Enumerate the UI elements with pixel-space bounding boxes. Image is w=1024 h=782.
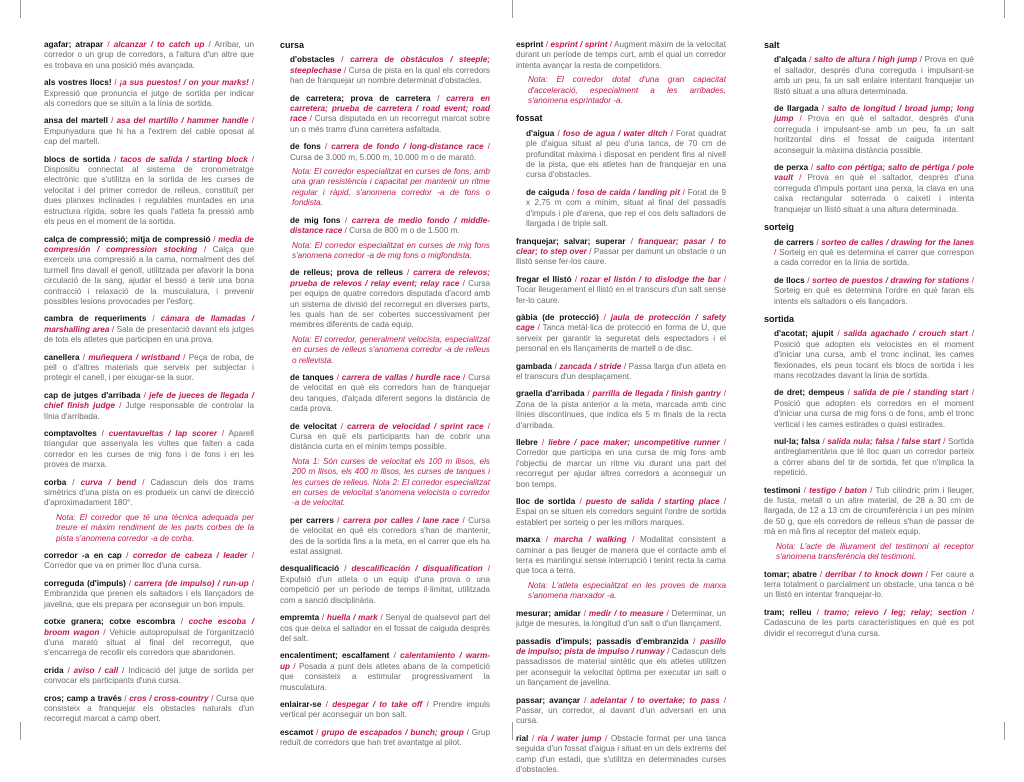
entry-term: corba [44, 477, 67, 487]
entry-term: encalentiment; escalfament [280, 651, 390, 661]
entry-term: comptavoltes [44, 429, 97, 438]
entry-definition: Arribar, un corredor o un grup de corredors, a l'altura d'un altre que es trobava en una posició més avançada. [44, 40, 255, 70]
entry-definition: Peça de roba, de pell o d'altres materials que serveix per subjectar i protegir el canell, i per eixugar-se la suor. [44, 352, 255, 383]
glossary-entry: rial / ría / water jump / Obstacle format per una tanca seguida d'un fossat d'aigua i situat en un dels extrems del camp d'un estadi, que s'utilitza en determinades curses d'obstacles. [516, 733, 727, 774]
entry-term: cros; camp a través [44, 693, 122, 703]
entry-definition: Calça que exerceix una compressió a la cama, normalment des del turmell fins davall el genoll, utilitzada per afavorir la bona circulació de la sang, ajudar el bessó a tenir una bona contracció i relaxació de la musculatura, i prevenir possibles lesions provocades per l'esforç. [44, 244, 254, 306]
entry-translation: rozar el listón / to dislodge the bar [580, 274, 721, 284]
entry-definition: Posició que adopten els velocistes en el moment d'iniciar una cursa, amb el tronc inclinat, les cames flexionades, els peus tocant els blocs de sortida i les mans recolzades davant la línia de sortida. [774, 339, 974, 381]
section-heading: sortida [764, 313, 795, 324]
entry-definition: Passar per damunt un obstacle o un llistó sense fer-los caure. [516, 246, 726, 267]
entry-definition: Determinar, un jutge de mesures, la longitud d'un salt o d'un llançament. [516, 608, 726, 629]
entry-definition: Grup reduït de corredors que han tret avantatge al pilot. [280, 727, 490, 748]
entry-definition: Corredor que va en primer lloc d'una cursa. [44, 561, 202, 571]
entry-term: cambra de requeriments [44, 314, 147, 324]
glossary-entry: gàbia (de protecció) / jaula de protección / safety cage / Tanca metàl·lica de protecció en forma de U, que serveix per garantir la seguretat dels espectadors i el personal en els llançaments de martell o de disc. [516, 312, 726, 354]
entry-definition: Cadascun dels passadissos de material sintètic que els atletes utilitzen per aconseguir la velocitat òptima per executar un salt o un llançament de javelina. [516, 646, 726, 688]
entry-note: Nota: El corredor, generalment velocista, especialitzat en curses de relleus s'anomena corredor -a de relleus o rellevista. [292, 334, 490, 365]
entry-definition: Embranzida que prenen els saltadors i els llançadors de javelina, que els prepara per aconseguir un bon impuls. [44, 589, 254, 609]
glossary-entry: graella d'arribada / parrilla de llegada / finish gantry / Zona de la pista anterior a la meta, marcada amb cinc línies discontínues, que indica els 5 m finals de la recta d'arribada. [516, 389, 726, 430]
entry-translation: carrera de fondo / long-distance race [331, 142, 484, 152]
entry-definition: Passar, un corredor, al davant d'un adversari en una cursa. [516, 705, 726, 726]
entry-note: Nota 1: Són curses de velocitat els 100 m llisos, els 200 m llisos, els 400 m llisos, les curses de tanques i les curses de relleus. Nota 2: El corredor especialitzat en curses de velocitat s'anomena velocista o corredor -a de velocitat. [292, 456, 490, 508]
glossary-entry: blocs de sortida / tacos de salida / starting block / Dispositiu connectat al sistema de cronometratge electrònic que s'utilitza en la sortida de les curses de velocitat i del primer corredor de relleus, constituït per dues planxes inclinades i regulables muntades en una estructura rígida, sobre les quals l'atleta fa pressió amb els peus en el moment de la sortida. [44, 154, 254, 227]
entry-definition: Passa llarga d'un atleta en el transcurs d'un desplaçament. [516, 361, 726, 381]
entry-term: canellera [44, 352, 80, 362]
glossary-entry: d'aigua / foso de agua / water ditch / Forat quadrat ple d'aigua situat al peu d'una tanca, de 70 cm de profunditat màxima i disposat en pendent fins al nivell de la pista, que els atletes han de franquejar en una cursa d'obstacles. [526, 128, 726, 180]
glossary-entry: empremta / huella / mark / Senyal de qualsevol part del cos que deixa el saltador en el fossat de caiguda després del salt. [280, 613, 491, 643]
section-heading: salt [764, 40, 780, 50]
glossary-entry: lloc de sortida / puesto de salida / starting place / Espai on se situen els corredors seguint l'ordre de sortida establert per sorteig o per les millors marques. [516, 497, 726, 527]
crop-mark [512, 722, 513, 740]
entry-translation: asa del martillo / hammer handle [116, 116, 249, 126]
glossary-entry: d'obstacles / carrera de obstáculos / steeple; steeplechase / Cursa de pista en la qual els corredors han de franquejar un nombre determinat d'obstacles. [290, 55, 490, 86]
glossary-entry: corba / curva / bend / Cadascun dels dos trams simètrics d'una pista on es produeix un canvi de direcció d'aproximadament 180°. [44, 477, 254, 508]
entry-definition: Forat de 9 x 2,75 m com a mínim, situat al final del passadís d'impuls i ple d'arena, que rep el cos dels saltadors de llargada i de triple salt. [526, 187, 726, 229]
entry-translation: aviso / call [73, 665, 119, 675]
glossary-column-2 [280, 40, 490, 756]
glossary-entry: comptavoltes / cuentavueltas / lap scorer / Aparell triangular que assenyala les voltes que falten a cada corredor en les curses de mig fons i de fons i en les proves de marxa. [44, 429, 254, 470]
glossary-entry: de tanques / carrera de vallas / hurdle race / Cursa de velocitat en què els corredors han de franquejar deu tanques, d'alçada diferent segons la distància de cada prova. [290, 372, 490, 414]
entry-definition: Prendre impuls vertical per aconseguir un bon salt. [280, 699, 491, 720]
section-heading: sorteig [764, 222, 795, 233]
entry-translation: corredor de cabeza / leader [132, 551, 248, 561]
entry-definition: Fer caure a terra totalment o parcialment un obstacle, una tanca o bé un llistó en intentar franquejar-lo. [764, 569, 974, 600]
entry-term: de velocitat [290, 421, 337, 431]
entry-translation: jefe de jueces de llegada / chief finish judge [44, 390, 254, 411]
glossary-entry: canellera / muñequera / wristband / Peça de roba, de pell o d'altres materials que serveix per subjectar i protegir el canell, i per eixugar-se la suor. [44, 352, 255, 383]
entry-translation: coche escoba / broom wagon [44, 617, 254, 637]
entry-translation: salto de longitud / broad jump; long jump [774, 104, 974, 124]
entry-definition: Sorteig en què es determina el carrer que correspon a cada corredor en la línia de sortida. [774, 247, 974, 268]
entry-translation: zancada / stride [559, 361, 622, 371]
crop-mark [1004, 0, 1005, 18]
glossary-entry: cap de jutges d'arribada / jefe de jueces de llegada / chief finish judge / Jutge responsable de controlar la línia d'arribada. [44, 390, 254, 421]
glossary-entry: d'acotat; ajupit / salida agachado / crouch start / Posició que adopten els velocistes en el moment d'iniciar una cursa, amb el tronc inclinat, les cames flexionades, els peus tocant els blocs de sortida i les mans recolzades davant la línia de sortida. [774, 329, 974, 381]
entry-definition: Vehicle autopropulsat de l'organització d'una marató situat al final del recorregut, que s'encarrega de recollir els corredors que abandonen. [44, 627, 255, 658]
entry-term: agafar; atrapar [44, 40, 104, 49]
glossary-entry: de caiguda / foso de caída / landing pit / Forat de 9 x 2,75 m com a mínim, situat al final del passadís d'impuls i ple d'arena, que rep el cos dels saltadors de llargada i de triple salt. [526, 187, 726, 229]
entry-definition: Augment màxim de la velocitat durant un període de temps curt, amb el qual un corredor intenta avançar la resta de competidors. [516, 40, 726, 70]
crop-mark [1004, 722, 1005, 740]
entry-term: ansa del martell [44, 116, 108, 126]
entry-definition: Empunyadura que hi ha a l'extrem del cable oposat al cap del martell. [44, 126, 254, 147]
glossary-entry: nul·la; falsa / salida nula; falsa / false start / Sortida antireglamentària que té lloc quan un corredor parteix a córrer abans del tir de sortida, fet que n'implica la repetició. [774, 437, 974, 478]
entry-translation: curva / bend [80, 477, 137, 487]
entry-translation: ría / water jump [537, 733, 602, 743]
entry-definition: Cursa per equips de quatre corredors disputada d'acord amb un sistema de divisió del recorregut en diverses parts, les quals han de ser cobertes successivament per membres diferents de cada equip. [290, 278, 491, 330]
entry-translation: carrera de velocidad / sprint race [346, 421, 484, 431]
entry-definition: Expulsió d'un atleta o un equip d'una prova o una competició per un període de temps il·limitat, utilitzada com a sanció disciplinària. [280, 574, 490, 605]
glossary-column-1 [44, 40, 254, 732]
glossary-entry: cambra de requeriments / cámara de llamadas / marshalling area / Sala de presentació davant els jutges de tots els atletes que participen en una prova. [44, 314, 254, 345]
entry-definition: Obstacle format per una tanca seguida d'un fossat d'aigua i situat en un dels extrems del camp d'un estadi, que s'utilitza en determinades curses d'obstacles. [516, 733, 727, 774]
entry-definition: Prova en què el saltador, després d'una correguda i impulsant-se amb un peu, fa un salt enlaire intentant franquejar un llistó situat a una altura determinada. [774, 55, 974, 96]
glossary-entry: esprint / esprint / sprint / Augment màxim de la velocitat durant un període de temps curt, amb el qual un corredor intenta avançar la resta de competidors. [516, 40, 726, 70]
entry-note: Nota: El corredor especialitzat en curses de mig fons s'anomena corredor -a de mig fons o migfondista. [292, 240, 490, 260]
entry-term: testimoni [764, 485, 801, 495]
entry-term: cap de jutges d'arribada [44, 390, 141, 400]
entry-term: tram; relleu [764, 607, 812, 617]
glossary-column-4 [764, 40, 974, 646]
entry-term: blocs de sortida [44, 154, 111, 164]
entry-definition: Tub cilíndric prim i lleuger, de fusta, metall o un altre material, de 28 a 30 cm de llargada, de 12 a 13 cm de circumferència i un pes mínim de 50 g, que els corredors de relleus s'han de passar de mà en mà fins al receptor del mateix equip. [764, 485, 974, 537]
entry-translation: descalificación / disqualification [351, 564, 483, 574]
entry-translation: carrera de obstáculos / steeple; steeplechase [290, 55, 490, 75]
entry-note: Nota: El corredor dotat d'una gran capacitat d'acceleració, especialment a les arribades, s'anomena esprintador -a. [528, 75, 726, 106]
entry-definition: Cursa disputada en un recorregut marcat sobre un o més trams d'una carretera asfaltada. [290, 114, 491, 134]
glossary-entry: passadís d'impuls; passadís d'embranzida / pasillo de impulso; pista de impulso / runway / Cadascun dels passadissos de material sintètic que els atletes utilitzen per aconseguir la velocitat òptima per executar un salt o un llançament de javelina. [516, 636, 726, 688]
entry-definition: Cadascun dels dos trams simètrics d'una pista on es produeix un canvi de direcció d'aproximadament 180°. [44, 477, 254, 508]
entry-translation: marcha / walking [553, 535, 627, 545]
entry-term: passadís d'impuls; passadís d'embranzida [516, 636, 689, 646]
entry-term: de caiguda [526, 187, 570, 197]
entry-translation: carrera por calles / lane race [342, 515, 460, 525]
glossary-entry: desqualificació / descalificación / disqualification / Expulsió d'un atleta o un equip d'una prova o una competició per un període de temps il·limitat, utilitzada com a sanció disciplinària. [280, 564, 490, 605]
entry-definition: Senyal de qualsevol part del cos que deixa el saltador en el fossat de caiguda després del salt. [280, 613, 491, 643]
entry-definition: Tocar lleugerament el llistó en el transcurs d'un salt sense fer-lo caure. [516, 285, 726, 305]
entry-translation: tramo; relevo / leg; relay; section [824, 607, 967, 617]
entry-term: de dret; dempeus [774, 388, 845, 398]
glossary-entry: correguda (d'impuls) / carrera (de impulso) / run-up / Embranzida que prenen els saltadors i els llançadors de javelina, que els prepara per aconseguir un bon impuls. [44, 578, 254, 609]
entry-definition: Posada a punt dels atletes abans de la competició que consisteix a estimular progressivament la musculatura. [280, 661, 490, 692]
entry-term: de mig fons [290, 215, 341, 225]
entry-term: esprint [516, 40, 544, 49]
entry-definition: Sortida antireglamentària que té lloc quan un corredor parteix a córrer abans del tir de sortida, fet que n'implica la repetició. [774, 437, 974, 478]
entry-definition: Cursa de pista en la qual els corredors han de franquejar un nombre determinat d'obstacles. [290, 65, 490, 86]
entry-note: Nota: El corredor especialitzat en curses de fons, amb una gran resistència i capacitat per mantenir un ritme regular i ràpid, s'anomena corredor -a de fons o fondista. [292, 167, 490, 208]
glossary-entry: escamot / grupo de escapados / bunch; group / Grup reduït de corredors que han tret avantatge al pilot. [280, 727, 490, 748]
entry-note: Nota: El corredor que té una tècnica adequada per treure el màxim rendiment de les parts corbes de la pista s'anomena corredor -a de corba. [56, 512, 254, 543]
entry-term: gambada [516, 361, 552, 371]
entry-translation: carrera de vallas / hurdle race [341, 372, 461, 382]
glossary-entry: calça de compressió; mitja de compressió / media de compresión / compression stocking / Calça que exerceix una compressió a la cama, normalment des del turmell fins davall el genoll, utilitzada per afavorir la bona circulació de la sang, ajudar el bessó a tenir una bona contracció i relaxació de la musculatura, i prevenir possibles lesions provocades per l'esforç. [44, 234, 254, 306]
entry-term: corredor -a en cap [44, 551, 122, 561]
entry-translation: carrera de medio fondo / middle-distance race [290, 215, 490, 236]
entry-translation: jaula de protección / safety cage [516, 312, 726, 333]
entry-translation: huella / mark [326, 613, 378, 623]
entry-translation: parrilla de llegada / finish gantry [592, 389, 721, 399]
entry-translation: tacos de salida / starting block [120, 154, 248, 164]
entry-term: de relleus; prova de relleus [290, 268, 403, 278]
entry-translation: testigo / baton [809, 485, 867, 495]
entry-term: desqualificació [280, 564, 340, 574]
entry-term: per carrers [290, 515, 334, 525]
glossary-entry: per carrers / carrera por calles / lane race / Cursa de velocitat en què els corredors s'han de mantenir, des de la sortida fins a la meta, en el carrer que els ha estat assignat. [290, 515, 491, 557]
glossary-entry: de velocitat / carrera de velocidad / sprint race / Cursa en què els participants han de cobrir una distància curta en el mínim temps possible. [290, 421, 490, 452]
glossary-entry: encalentiment; escalfament / calentamiento / warm-up / Posada a punt dels atletes abans de la competició que consisteix a estimular progressivament la musculatura. [280, 651, 490, 692]
entry-definition: Cadascuna de les parts característiques en què es pot dividir el recorregut d'una cursa. [764, 618, 974, 638]
entry-definition: Cursa que consisteix a franquejar els obstacles naturals d'un recorregut marcat a camp obert. [44, 693, 255, 724]
entry-definition: Sala de presentació davant els jutges de tots els atletes que participen en una prova. [44, 324, 254, 345]
entry-definition: Cursa de velocitat en què els corredors han de franquejar deu tanques, d'alçada diferent segons la distància de cada prova. [290, 372, 490, 414]
glossary-entry: mesurar; amidar / medir / to measure / Determinar, un jutge de mesures, la longitud d'un salt o d'un llançament. [516, 608, 726, 629]
entry-term: mesurar; amidar [516, 608, 581, 618]
entry-definition: Dispositiu connectat al sistema de cronometratge electrònic que s'utilitza en la sortida de les curses de velocitat i del primer corredor de relleus, constituït per dues planxes inclinades i regulables muntades en una estructura rígida, sobre les quals l'atleta fa pressió amb els peus en el moment de la sortida. [44, 165, 254, 227]
glossary-entry: de mig fons / carrera de medio fondo / middle-distance race / Cursa de 800 m o de 1.500 m. [290, 215, 490, 236]
glossary-entry: testimoni / testigo / baton / Tub cilíndric prim i lleuger, de fusta, metall o un altre material, de 28 a 30 cm de llargada, de 12 a 13 cm de circumferència i un pes mínim de 50 g, que els corredors de relleus s'han de passar de mà en mà fins al receptor del mateix equip. [764, 485, 974, 537]
entry-definition: Prova en què el saltador, després d'una correguda i impulsant-se amb un peu, fa un salt horitzontal dins el fossat de caiguda intentant aconseguir la màxima distància possible. [774, 114, 974, 155]
entry-term: tomar; abatre [764, 569, 817, 579]
entry-translation: salida agachado / crouch start [843, 329, 968, 339]
entry-translation: media de compresión / compression stocking [44, 234, 254, 254]
entry-definition: Cursa de velocitat en què els corredors s'han de mantenir, des de la sortida fins a la meta, en el carrer que els ha estat assignat. [290, 515, 491, 557]
entry-term: crida [44, 665, 64, 675]
entry-translation: pasillo de impulso; pista de impulso / runway [516, 636, 726, 656]
entry-translation: grupo de escapados / bunch; group [321, 727, 464, 737]
crop-mark [512, 0, 513, 18]
entry-translation: sorteo de calles / drawing for the lanes [821, 237, 974, 247]
entry-definition: Cursa de 3.000 m, 5.000 m, 10.000 m o de marató. [290, 152, 477, 162]
entry-translation: adelantar / to overtake; to pass [590, 695, 720, 705]
entry-definition: Prova en què el saltador, després d'una correguda d'impuls portant una perxa, la clava en una caixa rectangular soterrada o caixetí i intenta franquejar un llistó situat a una altura determinada. [774, 173, 974, 214]
entry-translation: derribar / to knock down [825, 569, 923, 579]
entry-definition: Cursa en què els participants han de cobrir una distància curta en el mínim temps possible. [290, 432, 490, 452]
entry-term: passar; avançar [516, 695, 581, 705]
entry-translation: cros / cross-country [129, 693, 209, 703]
glossary-entry: de fons / carrera de fondo / long-distance race / Cursa de 3.000 m, 5.000 m, 10.000 m o de marató. [290, 142, 490, 162]
entry-term: enlairar-se [280, 699, 322, 709]
entry-term: d'alçada [774, 55, 807, 65]
glossary-entry: llebre / liebre / pace maker; uncompetitive runner / Corredor que participa en una cursa de mig fons amb l'objectiu de marcar un ritme viu durant una part del recorregut per ajudar altres corredors a aconseguir un bon temps. [516, 438, 726, 489]
entry-translation: despegar / to take off [332, 699, 423, 709]
entry-definition: Posició que adopten els corredors en el moment d'iniciar una cursa de mig fons o de fons, amb el tronc vertical i les cames estirades o quasi estirades. [774, 398, 974, 429]
section-heading: fossat [516, 113, 543, 124]
entry-term: escamot [280, 727, 314, 737]
entry-translation: muñequera / wristband [88, 352, 180, 362]
entry-term: de llargada [774, 104, 819, 114]
glossary-entry: de carretera; prova de carretera / carrera en carretera; prueba de carretera / road event; road race / Cursa disputada en un recorregut marcat sobre un o més trams d'una carretera asfaltada. [290, 93, 491, 134]
entry-translation: cuentavueltas / lap scorer [108, 429, 217, 438]
entry-translation: foso de agua / water ditch [562, 128, 668, 138]
glossary-entry: tram; relleu / tramo; relevo / leg; relay; section / Cadascuna de les parts característiques en què es pot dividir el recorregut d'una cursa. [764, 607, 974, 638]
entry-term: graella d'arribada [516, 389, 585, 399]
entry-translation: medir / to measure [588, 608, 664, 618]
entry-translation: carrera de relevos; prueba de relevos / relay event; relay race [290, 268, 490, 288]
entry-term: marxa [516, 535, 541, 545]
entry-translation: salto de altura / high jump [813, 55, 918, 65]
entry-term: de carretera; prova de carretera [290, 93, 431, 103]
entry-term: d'acotat; ajupit [774, 329, 834, 339]
entry-definition: Modalitat consistent a caminar a pas lleuger de manera que el contacte amb el terra es mantingui sense interrupció i tenint recta la cama que toca a terra. [516, 535, 726, 576]
entry-term: fregar el llistó [516, 274, 572, 284]
glossary-entry: fregar el llistó / rozar el listón / to dislodge the bar / Tocar lleugerament el llistó en el transcurs d'un salt sense fer-lo caure. [516, 274, 726, 305]
entry-definition: Espai on se situen els corredors seguint l'ordre de sortida establert per sorteig o per les millors marques. [516, 507, 726, 527]
entry-definition: Cursa de 800 m o de 1.500 m. [349, 226, 460, 236]
glossary-entry: als vostres llocs! / ¡a sus puestos! / on your marks! / Expressió que pronuncia el jutge de sortida per indicar als corredors que se situïn a la línia de sortida. [44, 78, 254, 109]
entry-term: correguda (d'impuls) [44, 578, 126, 588]
entry-translation: carrera en carretera; prueba de carretera / road event; road race [290, 93, 490, 124]
glossary-entry: de llargada / salto de longitud / broad jump; long jump / Prova en què el saltador, després d'una correguda i impulsant-se amb un peu, fa un salt horitzontal dins el fossat de caiguda intentant aconseguir la màxima distància possible. [774, 104, 974, 155]
entry-term: als vostres llocs! [44, 78, 112, 88]
entry-translation: carrera (de impulso) / run-up [134, 578, 249, 588]
entry-note: Nota: L'acte de lliurament del testimoni al receptor s'anomena transferència del testimoni. [776, 541, 974, 562]
entry-translation: salida de pie / standing start [853, 388, 969, 398]
entry-translation: salida nula; falsa / false start [827, 437, 941, 447]
entry-definition: Corredor que participa en una cursa de mig fons amb l'objectiu de marcar un ritme viu durant una part del recorregut per ajudar altres corredors a aconseguir un bon temps. [516, 448, 726, 489]
glossary-entry: agafar; atrapar / alcanzar / to catch up / Arribar, un corredor o un grup de corredors, a l'altura d'un altre que es trobava en una posició més avançada. [44, 40, 255, 70]
entry-term: empremta [280, 613, 320, 623]
glossary-entry: d'alçada / salto de altura / high jump / Prova en què el saltador, després d'una correguda i impulsant-se amb un peu, fa un salt enlaire intentant franquejar un llistó situat a una altura determinada. [774, 55, 974, 96]
entry-term: gàbia (de protecció) [516, 312, 599, 322]
entry-definition: Sorteig en què es determina l'ordre en què faran els intents els saltadors o els llançadors. [774, 286, 974, 306]
entry-term: de perxa [774, 163, 809, 173]
entry-translation: franquear; pasar / to clear; to step over [516, 236, 726, 256]
entry-term: lloc de sortida [516, 497, 576, 507]
entry-term: franquejar; salvar; superar [516, 236, 626, 246]
glossary-entry: cros; camp a través / cros / cross-country / Cursa que consisteix a franquejar els obstacles naturals d'un recorregut marcat a camp obert. [44, 693, 255, 724]
entry-term: de fons [290, 142, 321, 152]
entry-term: llebre [516, 438, 538, 448]
entry-translation: ¡a sus puestos! / on your marks! [119, 78, 249, 88]
entry-translation: sorteo de puestos / drawing for stations [812, 275, 970, 285]
entry-translation: esprint / sprint [550, 40, 608, 49]
entry-term: rial [516, 733, 529, 743]
entry-translation: salto con pértiga; salto de pértiga / pole vault [774, 163, 974, 183]
entry-translation: alcanzar / to catch up [113, 40, 205, 49]
glossary-entry: de relleus; prova de relleus / carrera de relevos; prueba de relevos / relay event; relay race / Cursa per equips de quatre corredors disputada d'acord amb un sistema de divisió del recorregut en diverses parts, les quals han de ser cobertes successivament per membres diferents de cada equip. [290, 268, 491, 330]
entry-term: de tanques [290, 372, 334, 382]
entry-translation: cámara de llamadas / marshalling area [44, 314, 254, 334]
entry-translation: foso de caída / landing pit [577, 187, 680, 197]
section-heading: cursa [280, 40, 305, 50]
glossary-entry: franquejar; salvar; superar / franquear; pasar / to clear; to step over / Passar per damunt un obstacle o un llistó sense fer-los caure. [516, 236, 726, 267]
glossary-entry: tomar; abatre / derribar / to knock down / Fer caure a terra totalment o parcialment un obstacle, una tanca o bé un llistó en intentar franquejar-lo. [764, 569, 974, 600]
glossary-entry: gambada / zancada / stride / Passa llarga d'un atleta en el transcurs d'un desplaçament. [516, 361, 726, 381]
crop-mark [20, 722, 21, 740]
glossary-entry: marxa / marcha / walking / Modalitat consistent a caminar a pas lleuger de manera que el contacte amb el terra es mantingui sense interrupció i tenint recta la cama que toca a terra. [516, 535, 726, 576]
entry-term: calça de compressió; mitja de compressió [44, 234, 211, 244]
entry-translation: liebre / pace maker; uncompetitive runner [548, 438, 720, 448]
entry-definition: Zona de la pista anterior a la meta, marcada amb cinc línies discontínues, que indica els 5 m finals de la recta d'arribada. [516, 399, 726, 430]
entry-translation: calentamiento / warm-up [280, 651, 490, 671]
entry-definition: Tanca metàl·lica de protecció en forma de U, que serveix per garantir la seguretat dels espectadors i el personal en els llançaments de martell o de disc. [516, 323, 726, 354]
entry-note: Nota: L'atleta especialitzat en les proves de marxa s'anomena marxador -a. [528, 580, 726, 601]
entry-term: cotxe granera; cotxe escombra [44, 617, 176, 627]
glossary-entry: de carrers / sorteo de calles / drawing for the lanes / Sorteig en què es determina el carrer que correspon a cada corredor en la línia de sortida. [774, 237, 974, 268]
glossary-entry: enlairar-se / despegar / to take off / Prendre impuls vertical per aconseguir un bon salt. [280, 699, 491, 720]
crop-mark [20, 0, 21, 18]
glossary-entry: de dret; dempeus / salida de pie / standing start / Posició que adopten els corredors en el moment d'iniciar una cursa de mig fons o de fons, amb el tronc vertical i les cames estirades o quasi estirades. [774, 388, 974, 429]
glossary-entry: de llocs / sorteo de puestos / drawing for stations / Sorteig en què es determina l'ordre en què faran els intents els saltadors o els llançadors. [774, 275, 974, 306]
glossary-column-3 [516, 40, 726, 782]
entry-translation: puesto de salida / starting place [585, 497, 720, 507]
entry-definition: Expressió que pronuncia el jutge de sortida per indicar als corredors que se situïn a la línia de sortida. [44, 88, 254, 109]
entry-term: de llocs [774, 275, 805, 285]
glossary-entry: ansa del martell / asa del martillo / hammer handle / Empunyadura que hi ha a l'extrem del cable oposat al cap del martell. [44, 116, 254, 147]
entry-definition: Indicació del jutge de sortida per convocar els participants d'una cursa. [44, 665, 254, 686]
glossary-entry: corredor -a en cap / corredor de cabeza / leader / Corredor que va en primer lloc d'una cursa. [44, 551, 254, 571]
entry-definition: Aparell triangular que assenyala les voltes que falten a cada corredor en les curses de mig fons i de fons i en les proves de marxa. [44, 429, 254, 470]
glossary-entry: crida / aviso / call / Indicació del jutge de sortida per convocar els participants d'una cursa. [44, 665, 254, 686]
entry-term: d'aigua [526, 128, 555, 138]
glossary-entry: cotxe granera; cotxe escombra / coche escoba / broom wagon / Vehicle autopropulsat de l'organització d'una marató situat al final del recorregut, que s'encarrega de recollir els corredors que abandonen. [44, 617, 255, 658]
entry-term: nul·la; falsa [774, 437, 820, 447]
entry-definition: Forat quadrat ple d'aigua situat al peu d'una tanca, de 70 cm de profunditat màxima i disposat en pendent fins al nivell de la pista, que els atletes han de franquejar en una cursa d'obstacles. [526, 128, 726, 180]
glossary-entry: passar; avançar / adelantar / to overtake; to pass / Passar, un corredor, al davant d'un adversari en una cursa. [516, 695, 726, 726]
entry-term: d'obstacles [290, 55, 335, 65]
entry-definition: Jutge responsable de controlar la línia d'arribada. [44, 401, 254, 421]
glossary-entry: de perxa / salto con pértiga; salto de pértiga / pole vault / Prova en què el saltador, després d'una correguda d'impuls portant una perxa, la clava en una caixa rectangular soterrada o caixetí i intenta franquejar un llistó situat a una altura determinada. [774, 163, 974, 214]
entry-term: de carrers [774, 237, 814, 247]
